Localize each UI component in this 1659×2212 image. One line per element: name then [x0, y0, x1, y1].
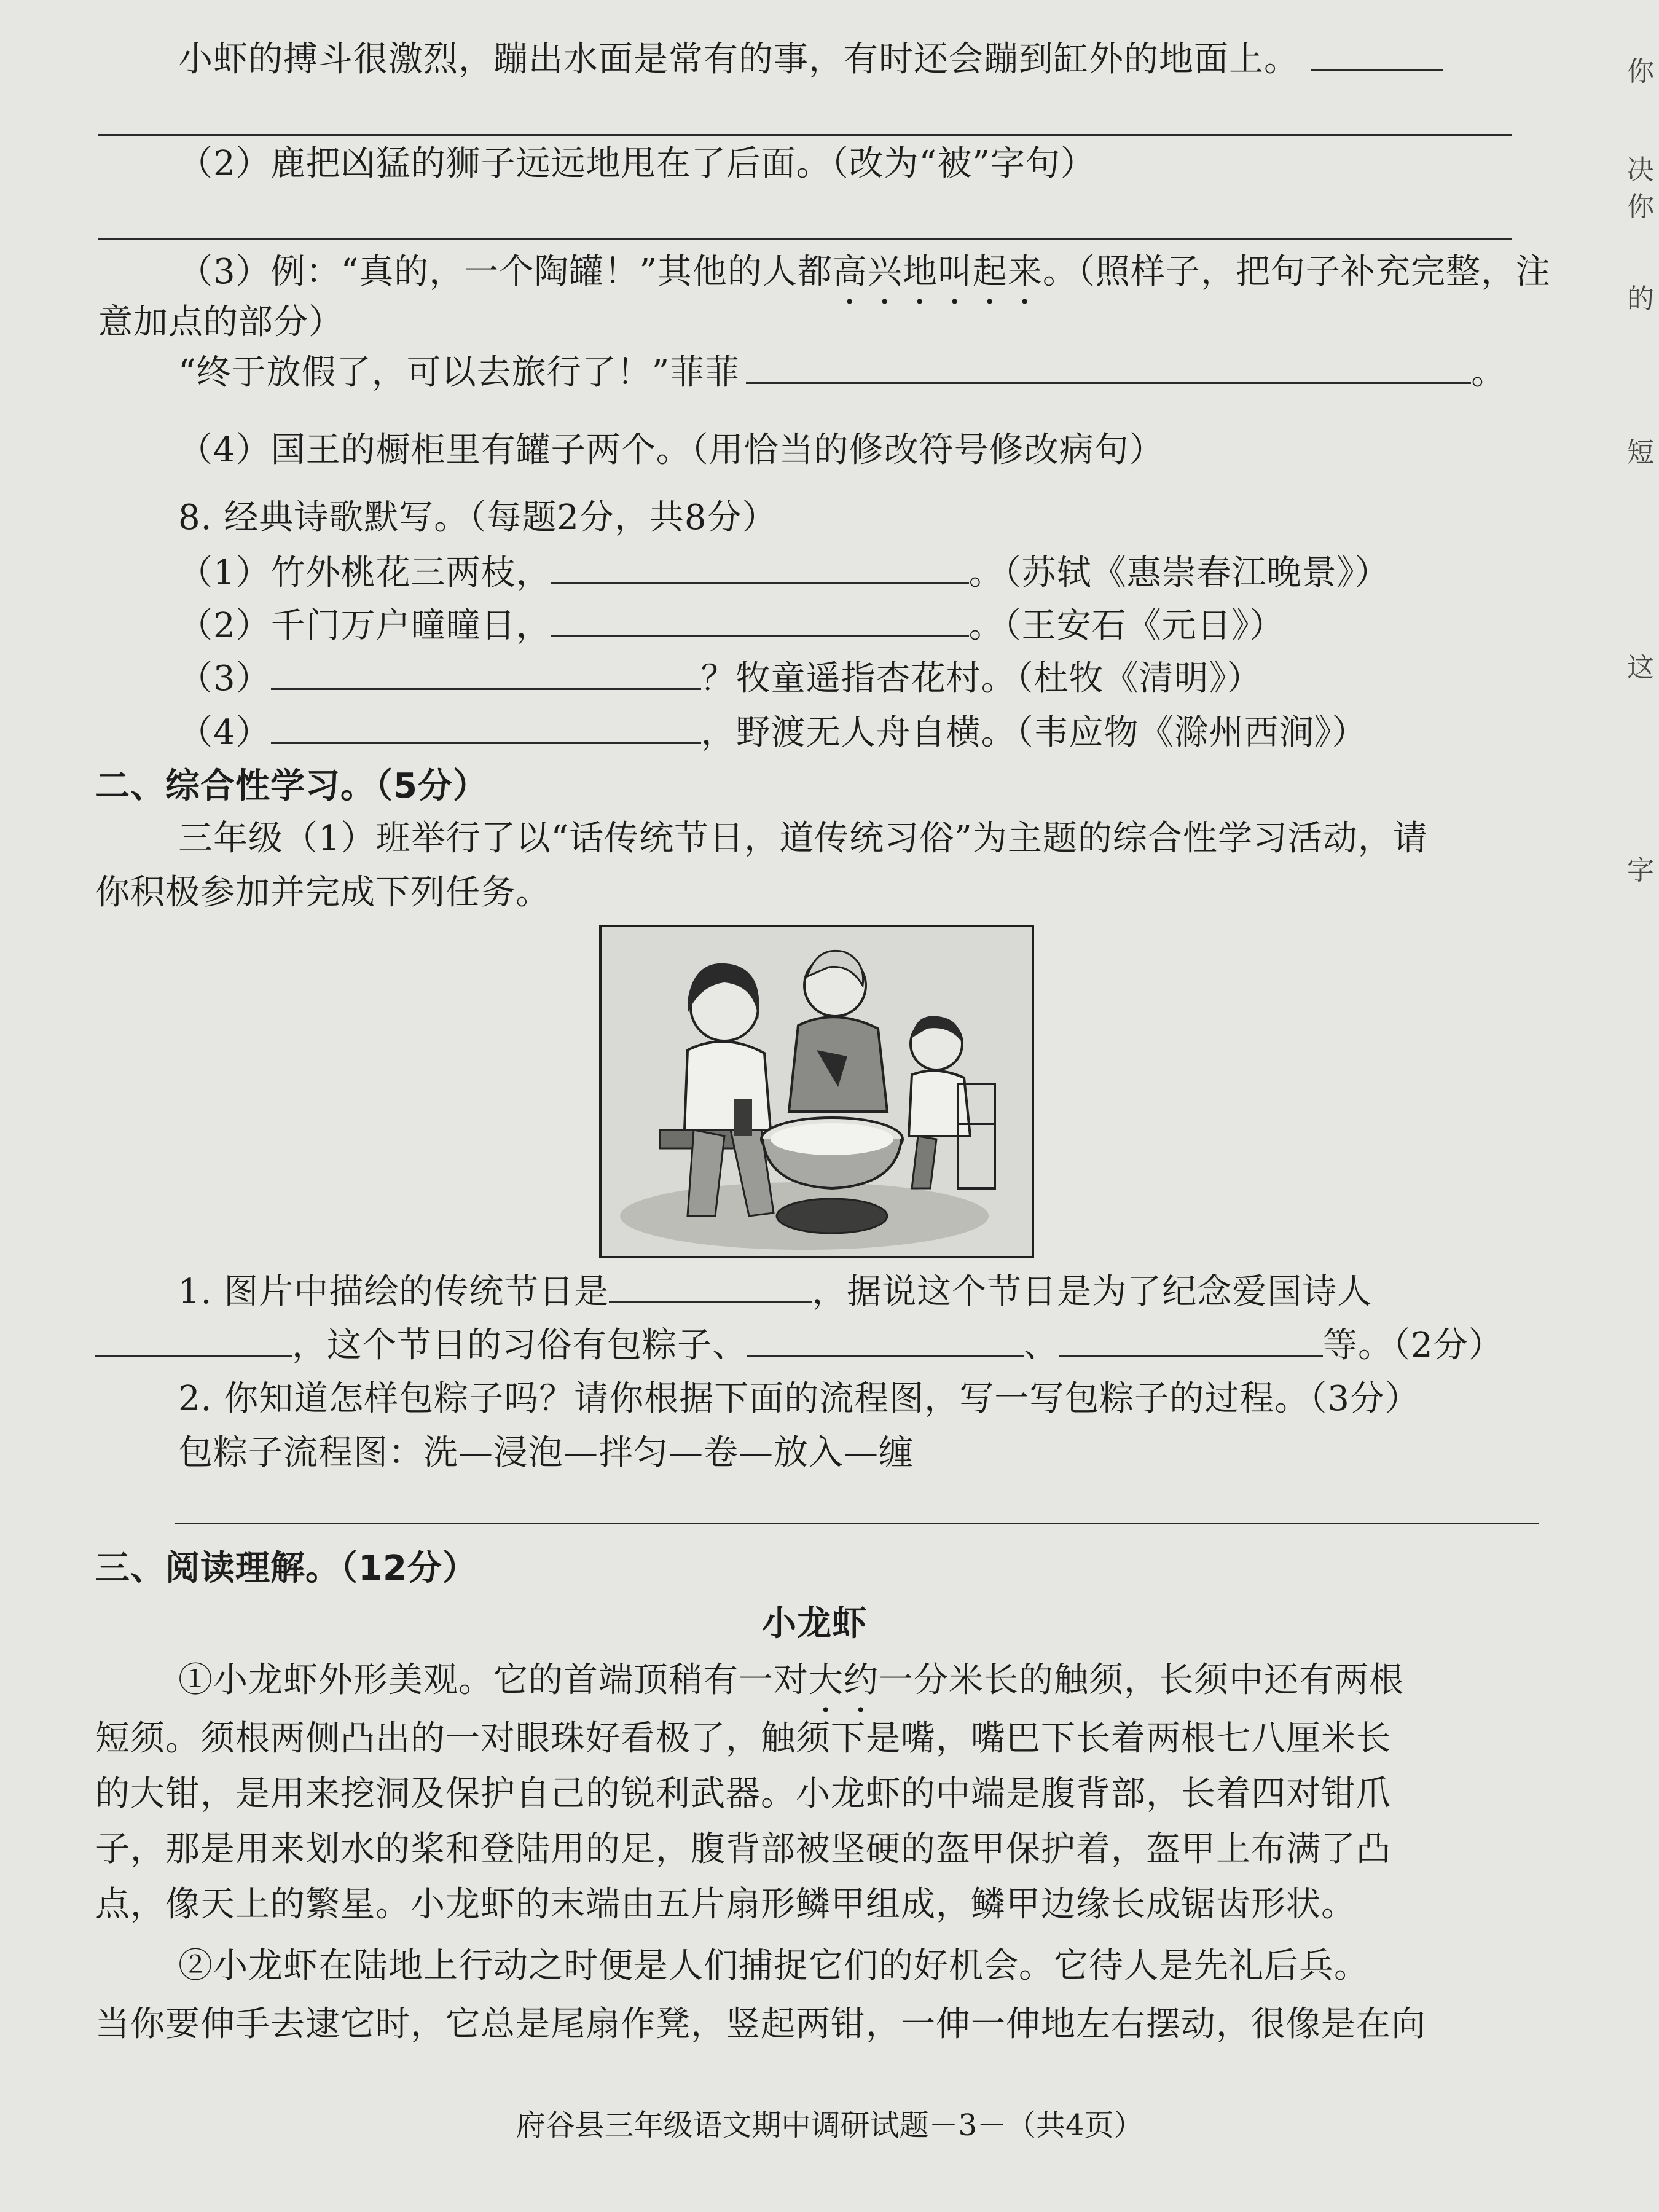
answer-blank[interactable] [747, 1327, 1024, 1357]
story-p1-line3: 的大钳，是用来挖洞及保护自己的锐利武器。小龙虾的中端是腹背部，长着四对钳爪 [95, 1774, 1391, 1814]
q7-item3-cont: 意加点的部分） [98, 302, 343, 342]
story-p2-line2: 当你要伸手去逮它时，它总是尾扇作凳，竖起两钳，一伸一伸地左右摆动，很像是在向 [95, 2004, 1426, 2044]
emphasis-dotted-text: 高兴地叫起来 [832, 252, 1043, 292]
q8-title: 8. 经典诗歌默写。（每题2分，共8分） [178, 498, 777, 538]
section3-title: 三、阅读理解。（12分） [95, 1548, 477, 1588]
story-p1-line1: ①小龙虾外形美观。它的首端顶稍有一对大约一分米长的触须，长须中还有两根 [178, 1660, 1404, 1700]
q8-poem1: （1）竹外桃花三两枝， 。（苏轼《惠崇春江晚景》） [178, 553, 1390, 593]
page-footer: 府谷县三年级语文期中调研试题－3－（共4页） [516, 2108, 1143, 2143]
answer-blank[interactable] [551, 607, 969, 637]
story-p1-line2: 短须。须根两侧凸出的一对眼珠好看极了，触须下是嘴，嘴巴下长着两根七八厘米长 [95, 1719, 1391, 1759]
edge-char: 短 [1627, 437, 1654, 468]
edge-char: 决 [1627, 154, 1654, 186]
q8-poem2: （2）千门万户曈曈日， 。（王安石《元日》） [178, 606, 1285, 646]
dragon-boat-illustration [599, 925, 1034, 1258]
answer-blank[interactable] [609, 1273, 812, 1303]
answer-blank[interactable] [1311, 41, 1443, 71]
answer-line[interactable] [175, 1523, 1539, 1524]
edge-char: 字 [1627, 855, 1654, 886]
emphasis-dotted-text: 大约 [809, 1660, 879, 1700]
section2-intro2: 你积极参加并完成下列任务。 [95, 873, 551, 912]
answer-blank[interactable] [271, 714, 701, 744]
story-p1-line4: 子，那是用来划水的桨和登陆用的足，腹背部被坚硬的盔甲保护着，盔甲上布满了凸 [95, 1829, 1391, 1869]
section2-title: 二、综合性学习。（5分） [95, 766, 488, 806]
answer-blank[interactable] [746, 354, 1471, 384]
family-zongzi-picture [602, 927, 1032, 1256]
answer-blank[interactable] [551, 554, 969, 584]
answer-blank[interactable] [95, 1327, 292, 1357]
answer-line[interactable] [98, 134, 1512, 136]
answer-blank[interactable] [1059, 1327, 1323, 1357]
story-p2-line1: ②小龙虾在陆地上行动之时便是人们捕捉它们的好机会。它待人是先礼后兵。 [178, 1946, 1369, 1986]
section2-q2: 2. 你知道怎样包粽子吗？请你根据下面的流程图，写一写包粽子的过程。（3分） [178, 1379, 1420, 1419]
q7-item3-example: “终于放假了，可以去旅行了！”菲菲 。 [178, 353, 1507, 393]
section2-q1-line2: ，这个节日的习俗有包粽子、 、 等。（2分） [95, 1324, 1504, 1367]
q7-item3: （3）例：“真的，一个陶罐！”其他的人都高兴地叫起来。（照样子，把句子补充完整，注 [178, 252, 1551, 292]
q7-item2: （2）鹿把凶猛的狮子远远地甩在了后面。（改为“被”字句） [178, 144, 1096, 184]
zongzi-flow: 包粽子流程图：洗—浸泡—拌匀—卷—放入—缠 [178, 1433, 914, 1473]
q8-poem3: （3） ？牧童遥指杏花村。（杜牧《清明》） [178, 659, 1262, 699]
edge-char: 你 [1627, 56, 1654, 87]
edge-char: 这 [1627, 652, 1654, 683]
q7-line1: 小虾的搏斗很激烈，蹦出水面是常有的事，有时还会蹦到缸外的地面上。 [178, 38, 1443, 81]
edge-char: 的 [1627, 283, 1654, 315]
section2-q1-line1: 1. 图片中描绘的传统节日是 ，据说这个节日是为了纪念爱国诗人 [178, 1272, 1373, 1312]
q7-item4: （4）国王的橱柜里有罐子两个。（用恰当的修改符号修改病句） [178, 430, 1164, 470]
q8-poem4: （4） ，野渡无人舟自横。（韦应物《滁州西涧》） [178, 713, 1367, 753]
edge-char: 你 [1627, 191, 1654, 222]
story-title: 小龙虾 [762, 1604, 867, 1644]
story-p1-line5: 点，像天上的繁星。小龙虾的末端由五片扇形鳞甲组成，鳞甲边缘长成锯齿形状。 [95, 1885, 1356, 1924]
answer-line[interactable] [98, 238, 1512, 240]
section2-intro1: 三年级（1）班举行了以“话传统节日，道传统习俗”为主题的综合性学习活动，请 [178, 818, 1428, 858]
answer-blank[interactable] [271, 660, 701, 690]
